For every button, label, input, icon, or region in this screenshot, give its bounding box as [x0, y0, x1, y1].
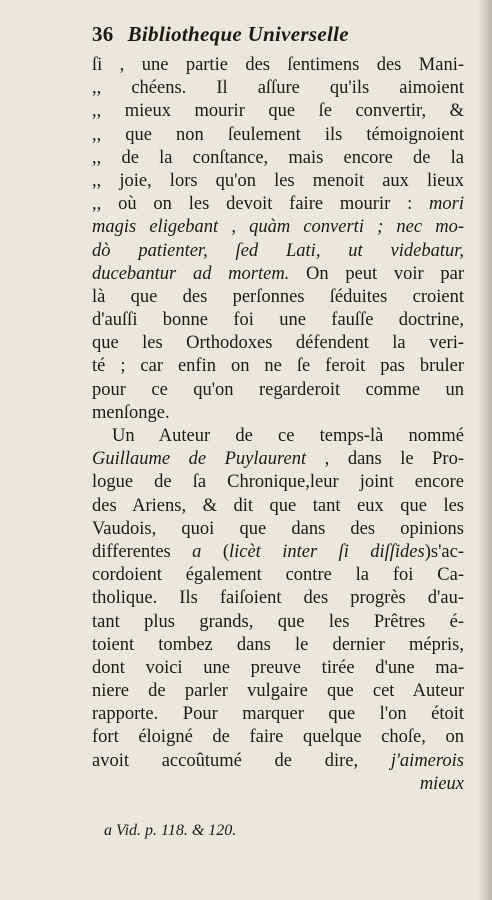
- text-run: té ; car enfin on ne ſe feroit pas bruler: [92, 356, 464, 377]
- text-run: ſi , une partie des ſentimens des Mani-: [92, 55, 464, 75]
- text-run: differentes: [92, 541, 193, 562]
- running-title: Bibliotheque Universelle: [127, 22, 349, 46]
- text-run: ,, de la conſtance, mais encore de la: [92, 147, 464, 168]
- text-run: ,, où on les devoit faire mourir :: [92, 194, 430, 215]
- text-run: menſonge.: [92, 402, 170, 423]
- text-line: [92, 240, 464, 263]
- text-line: [92, 147, 464, 170]
- text-run: On peut voir par: [289, 263, 464, 284]
- text-run: cordoient également contre la foi Ca-: [92, 565, 464, 586]
- text-line: [92, 541, 464, 564]
- text-line: [92, 703, 464, 726]
- text-line: [92, 518, 464, 541]
- italic-text-run: licèt inter ſi diſſides: [228, 541, 425, 562]
- text-line: [92, 634, 464, 657]
- italic-text-run: mori: [429, 194, 464, 215]
- text-line: [92, 726, 464, 749]
- text-run: des Ariens, & dit que tant eux que les: [92, 495, 464, 516]
- text-line: [92, 355, 464, 378]
- text-line: [92, 170, 464, 193]
- text-run: ,, chéens. Il aſſure qu'ils aimoient: [92, 78, 464, 99]
- text-line: [92, 124, 464, 147]
- text-run: avoit accoûtumé de dire,: [92, 750, 391, 771]
- italic-text-run: j'aimerois: [390, 750, 464, 771]
- text-line: [92, 611, 464, 634]
- text-run: ,, mieux mourir que ſe convertir, &: [92, 101, 464, 122]
- text-line: [92, 286, 464, 309]
- text-run: , dans le Pro-: [306, 449, 465, 470]
- text-run: tholique. Ils faiſoient des progrès d'au-: [92, 588, 464, 609]
- italic-text-run: ducebantur ad mortem.: [92, 263, 290, 284]
- text-run: Un Auteur de ce temps-là nommé: [112, 426, 464, 446]
- text-run: dont voici une preuve tirée d'une ma-: [92, 657, 464, 678]
- italic-text-run: magis eligebant , quàm converti ; nec mo-: [92, 217, 464, 238]
- text-run: niere de parler vulgaire que cet Auteur: [92, 681, 464, 702]
- text-line: [92, 448, 464, 471]
- text-run: Vaudois, quoi que dans des opinions: [92, 518, 464, 539]
- text-run: ,, joie, lors qu'on les menoit aux lieux: [92, 170, 464, 191]
- body-text: [92, 54, 464, 796]
- text-line: [92, 332, 464, 355]
- text-run: rapporte. Pour marquer que l'on étoit: [92, 704, 464, 725]
- text-line: [92, 564, 464, 587]
- text-line: [92, 773, 464, 796]
- text-line: [92, 263, 464, 286]
- text-run: logue de ſa Chronique,leur joint encore: [92, 472, 464, 493]
- text-run: fort éloigné de faire quelque choſe, on: [92, 727, 464, 748]
- text-line: [92, 379, 464, 402]
- text-line: [92, 587, 464, 610]
- text-run: là que des perſonnes ſéduites croient: [92, 286, 464, 307]
- text-line: [92, 77, 464, 100]
- text-run: tant plus grands, que les Prêtres é-: [92, 611, 464, 632]
- page-gutter-shadow: [478, 0, 492, 900]
- text-line: [92, 402, 464, 425]
- text-line: [92, 471, 464, 494]
- italic-text-run: a: [192, 541, 202, 562]
- text-line: [92, 657, 464, 680]
- text-run: toient tombez dans le dernier mépris,: [92, 634, 464, 655]
- text-run: (: [201, 541, 229, 562]
- text-line: [92, 680, 464, 703]
- text-line: [92, 309, 464, 332]
- italic-text-run: Guillaume de Puylaurent: [92, 449, 307, 470]
- text-run: pour ce qu'on regarderoit comme un: [92, 379, 464, 400]
- footnote: a Vid. p. 118. & 120.: [104, 822, 237, 839]
- text-line: [92, 495, 464, 518]
- page-header: [92, 22, 349, 47]
- text-run: )s'ac-: [424, 541, 464, 562]
- text-line: [92, 750, 464, 773]
- italic-text-run: mieux: [419, 773, 464, 794]
- text-line: [92, 100, 464, 123]
- text-run: ,, que non ſeulement ils témoignoient: [92, 124, 464, 145]
- text-run: que les Orthodoxes défendent la veri-: [92, 333, 464, 354]
- text-line: [92, 425, 464, 448]
- text-line: [92, 193, 464, 216]
- text-run: d'auſſi bonne foi une fauſſe doctrine,: [92, 310, 464, 331]
- text-line: [92, 216, 464, 239]
- text-line: [92, 54, 464, 77]
- italic-text-run: dò patienter, ſed Lati, ut videbatur,: [92, 240, 464, 261]
- page-number: 36: [92, 22, 114, 46]
